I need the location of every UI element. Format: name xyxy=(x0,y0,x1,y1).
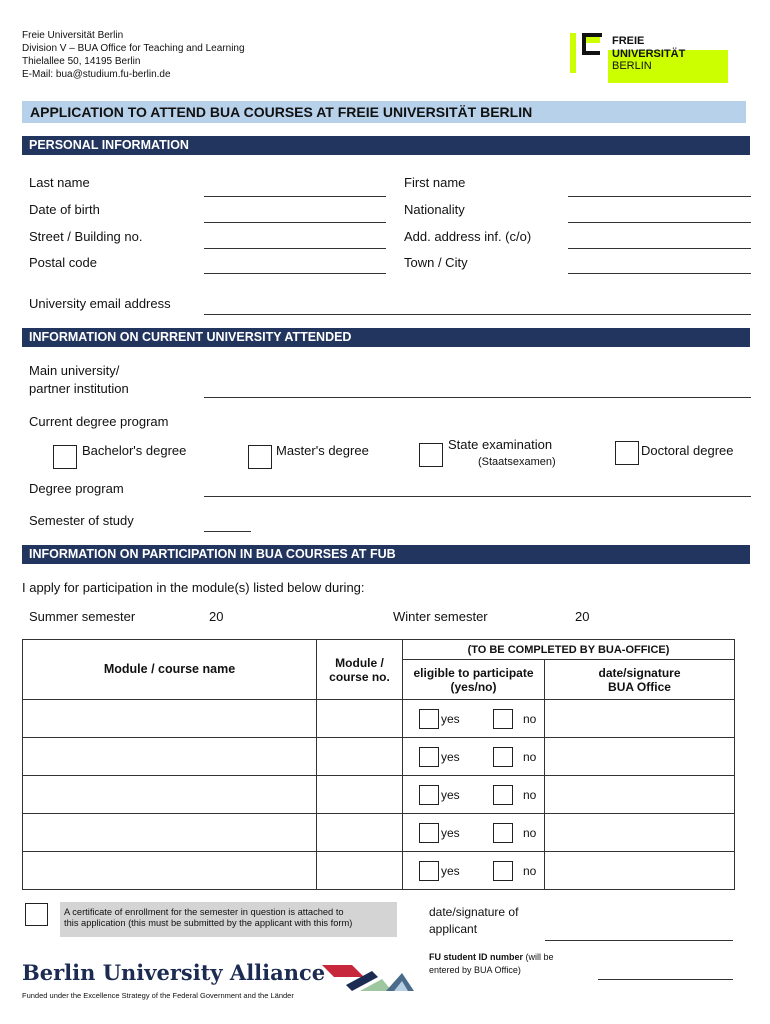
col-signature-line1: date/signature xyxy=(598,665,681,680)
state-exam-sub: (Staatsexamen) xyxy=(478,456,556,468)
last-name-field[interactable] xyxy=(204,196,386,197)
col-module-name: Module / course name xyxy=(23,640,317,700)
module-name-cell[interactable] xyxy=(23,852,317,890)
email-field[interactable] xyxy=(204,314,751,315)
participation-intro: I apply for participation in the module(s) listed below during: xyxy=(22,580,365,595)
col-eligible-line2: (yes/no) xyxy=(450,679,497,694)
logo-line-2: UNIVERSITÄT xyxy=(612,47,686,60)
postal-code-field[interactable] xyxy=(204,273,386,274)
form-title: APPLICATION TO ATTEND BUA COURSES AT FREIE UNIVERSITÄT BERLIN xyxy=(30,104,533,120)
col-eligible-line1: eligible to participate xyxy=(413,665,534,680)
table-row xyxy=(23,852,735,890)
no-label: no xyxy=(523,788,537,802)
signature-cell[interactable] xyxy=(545,738,735,776)
applicant-signature-line2: applicant xyxy=(429,922,478,936)
signature-cell[interactable] xyxy=(545,700,735,738)
sender-address xyxy=(22,29,245,81)
applicant-signature-label xyxy=(429,904,518,938)
module-name-cell[interactable] xyxy=(23,738,317,776)
doctoral-label: Doctoral degree xyxy=(641,443,734,458)
col-signature-line2: BUA Office xyxy=(608,679,671,694)
section-university-header xyxy=(22,328,750,347)
yes-checkbox[interactable] xyxy=(419,861,439,881)
dob-field[interactable] xyxy=(204,222,386,223)
main-university-field[interactable] xyxy=(204,397,751,398)
address-line-1: Freie Universität Berlin xyxy=(22,30,124,41)
form-title-bar xyxy=(22,101,746,123)
no-checkbox[interactable] xyxy=(493,785,513,805)
eligible-cell xyxy=(403,852,545,890)
dob-label: Date of birth xyxy=(29,202,100,217)
col-module-no-line1: Module / xyxy=(335,655,384,670)
logo-line-3: BERLIN xyxy=(612,60,652,72)
bua-logo-mark xyxy=(322,965,414,991)
yes-checkbox[interactable] xyxy=(419,785,439,805)
state-exam-label: State examination xyxy=(448,437,553,452)
email-label: University email address xyxy=(29,296,171,311)
section-university-title: INFORMATION ON CURRENT UNIVERSITY ATTENDED xyxy=(29,330,352,344)
address-line-2: Division V – BUA Office for Teaching and Learning xyxy=(22,43,245,54)
no-checkbox[interactable] xyxy=(493,747,513,767)
signature-cell[interactable] xyxy=(545,776,735,814)
bua-funding-note: Funded under the Excellence Strategy of the Federal Government and the Länder xyxy=(22,991,294,1000)
current-program-label: Current degree program xyxy=(29,414,169,429)
add-address-field[interactable] xyxy=(568,248,751,249)
module-table xyxy=(22,639,735,890)
student-id-label xyxy=(429,951,554,977)
certificate-note xyxy=(60,902,397,937)
nationality-label: Nationality xyxy=(404,202,465,217)
col-module-no-line2: course no. xyxy=(329,669,390,684)
yes-label: yes xyxy=(441,750,460,764)
no-label: no xyxy=(523,864,537,878)
street-label: Street / Building no. xyxy=(29,229,143,244)
logo-line-1: FREIE xyxy=(612,35,645,47)
bachelor-label: Bachelor's degree xyxy=(82,443,187,458)
first-name-label: First name xyxy=(404,175,466,190)
bua-logo-text: Berlin University Alliance xyxy=(22,960,326,985)
semester-label: Semester of study xyxy=(29,513,134,528)
town-field[interactable] xyxy=(568,273,751,274)
last-name-label: Last name xyxy=(29,175,90,190)
no-label: no xyxy=(523,712,537,726)
module-no-cell[interactable] xyxy=(317,852,403,890)
eligible-cell xyxy=(403,814,545,852)
no-checkbox[interactable] xyxy=(493,709,513,729)
section-participation-header xyxy=(22,545,750,564)
module-no-cell[interactable] xyxy=(317,776,403,814)
add-address-label: Add. address inf. (c/o) xyxy=(404,229,532,244)
module-name-cell[interactable] xyxy=(23,776,317,814)
state-exam-checkbox[interactable] xyxy=(419,443,443,467)
street-field[interactable] xyxy=(204,248,386,249)
yes-checkbox[interactable] xyxy=(419,823,439,843)
col-signature xyxy=(545,660,735,700)
main-university-label-2: partner institution xyxy=(29,381,129,396)
section-participation-title: INFORMATION ON PARTICIPATION IN BUA COURSES AT FUB xyxy=(29,547,396,561)
winter-year[interactable]: 20 xyxy=(575,609,590,624)
winter-semester-label: Winter semester xyxy=(393,609,488,624)
student-id-title: FU student ID number xyxy=(429,952,523,962)
module-name-cell[interactable] xyxy=(23,814,317,852)
section-personal-title: PERSONAL INFORMATION xyxy=(29,138,189,152)
address-line-3: Thielallee 50, 14195 Berlin xyxy=(22,56,141,67)
postal-code-label: Postal code xyxy=(29,255,97,270)
module-name-cell[interactable] xyxy=(23,700,317,738)
first-name-field[interactable] xyxy=(568,196,751,197)
eligible-cell xyxy=(403,700,545,738)
certificate-checkbox[interactable] xyxy=(25,903,48,926)
col-module-no xyxy=(317,640,403,700)
nationality-field[interactable] xyxy=(568,222,751,223)
yes-checkbox[interactable] xyxy=(419,747,439,767)
signature-cell[interactable] xyxy=(545,852,735,890)
eligible-cell xyxy=(403,738,545,776)
yes-checkbox[interactable] xyxy=(419,709,439,729)
student-id-note: (will be xyxy=(523,952,554,962)
degree-program-field[interactable] xyxy=(204,496,751,497)
master-label: Master's degree xyxy=(276,443,369,458)
yes-label: yes xyxy=(441,864,460,878)
table-row xyxy=(23,814,735,852)
main-university-label-1: Main university/ xyxy=(29,363,120,378)
module-no-cell[interactable] xyxy=(317,700,403,738)
no-checkbox[interactable] xyxy=(493,861,513,881)
signature-cell[interactable] xyxy=(545,814,735,852)
summer-semester-label: Summer semester xyxy=(29,609,136,624)
doctoral-checkbox[interactable] xyxy=(615,441,639,465)
certificate-line-1: A certificate of enrollment for the semester in question is attached to xyxy=(64,907,344,917)
module-no-cell[interactable] xyxy=(317,814,403,852)
yes-label: yes xyxy=(441,788,460,802)
summer-year[interactable]: 20 xyxy=(209,609,224,624)
applicant-signature-field[interactable] xyxy=(545,940,733,941)
office-header: (TO BE COMPLETED BY BUA-OFFICE) xyxy=(403,640,735,660)
bachelor-checkbox[interactable] xyxy=(53,445,77,469)
no-checkbox[interactable] xyxy=(493,823,513,843)
section-personal-header xyxy=(22,136,750,155)
no-label: no xyxy=(523,750,537,764)
address-line-4: E-Mail: bua@studium.fu-berlin.de xyxy=(22,69,171,80)
table-row xyxy=(23,738,735,776)
yes-label: yes xyxy=(441,712,460,726)
fu-logo-text xyxy=(612,35,685,73)
table-row xyxy=(23,776,735,814)
town-label: Town / City xyxy=(404,255,468,270)
student-id-note-2: entered by BUA Office) xyxy=(429,965,521,975)
student-id-field[interactable] xyxy=(598,979,733,980)
semester-field[interactable] xyxy=(204,531,251,532)
table-row xyxy=(23,700,735,738)
eligible-cell xyxy=(403,776,545,814)
no-label: no xyxy=(523,826,537,840)
module-no-cell[interactable] xyxy=(317,738,403,776)
fu-berlin-logo xyxy=(570,33,728,83)
master-checkbox[interactable] xyxy=(248,445,272,469)
yes-label: yes xyxy=(441,826,460,840)
col-eligible xyxy=(403,660,545,700)
applicant-signature-line1: date/signature of xyxy=(429,905,519,919)
degree-program-label: Degree program xyxy=(29,481,124,496)
certificate-line-2: this application (this must be submitted by the applicant with this form) xyxy=(64,918,353,928)
